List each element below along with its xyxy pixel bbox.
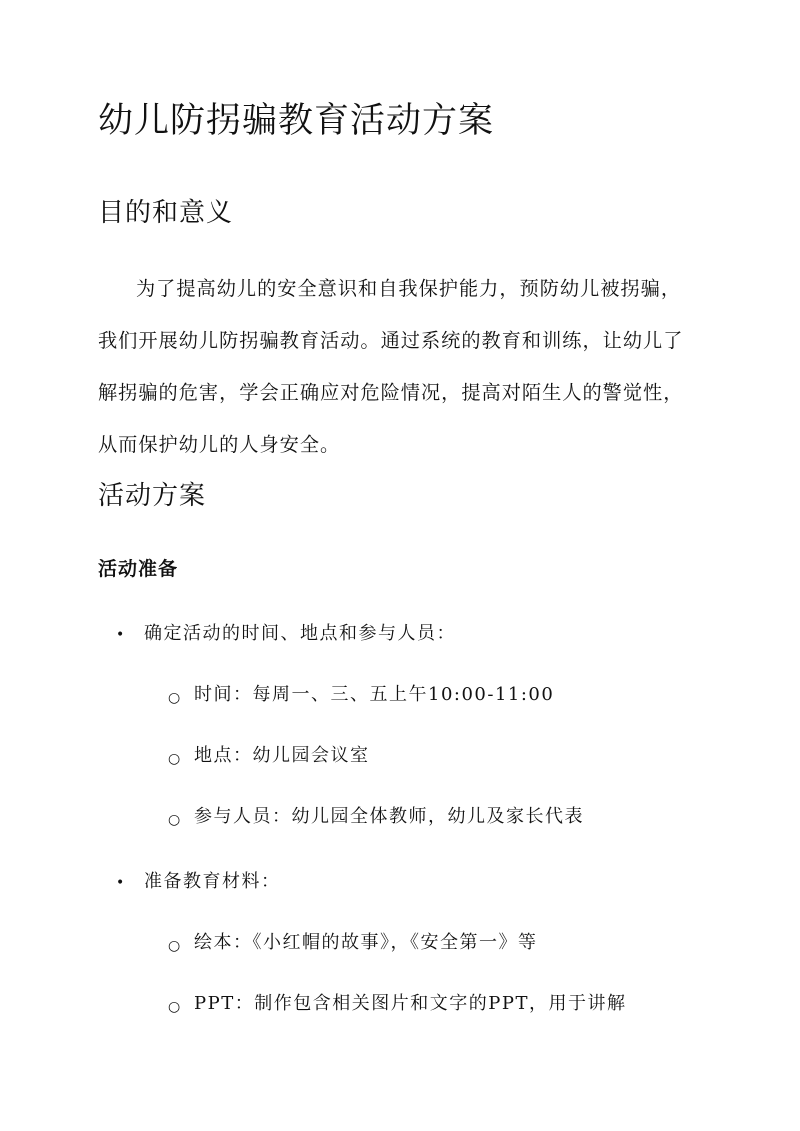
sub-list-item (168, 929, 538, 960)
purpose-paragraph (98, 263, 698, 471)
sub-bullet-marker: ○ (168, 690, 182, 706)
sub-bullet-marker: ○ (168, 751, 182, 767)
list-item-text: 准备教育材料： (144, 871, 281, 892)
list-item (116, 868, 281, 897)
sub-list-item (168, 990, 626, 1021)
sub-bullet-marker: ○ (168, 812, 182, 828)
sub-list-item (168, 681, 554, 712)
sub-list-item-text: 绘本：《小红帽的故事》，《安全第一》等 (194, 932, 538, 953)
sub-list-item-text: 地点：幼儿园会议室 (194, 745, 370, 766)
section-heading-plan: 活动方案 (98, 481, 207, 511)
sub-list-item-text: 参与人员：幼儿园全体教师，幼儿及家长代表 (194, 806, 584, 827)
list-item-text: 确定活动的时间、地点和参与人员： (144, 623, 456, 644)
paragraph-line: 解拐骗的危害，学会正确应对危险情况，提高对陌生人的警觉性， (98, 381, 684, 404)
section-heading-purpose: 目的和意义 (98, 198, 234, 228)
document-title: 幼儿防拐骗教育活动方案 (98, 101, 495, 141)
bullet-marker: • (116, 627, 126, 643)
subsection-heading-preparation: 活动准备 (98, 558, 179, 580)
paragraph-line: 从而保护幼儿的人身安全。 (98, 433, 341, 456)
bullet-marker: • (116, 875, 126, 891)
sub-list-item-text: PPT：制作包含相关图片和文字的PPT，用于讲解 (194, 993, 627, 1014)
paragraph-line: 为了提高幼儿的安全意识和自我保护能力，预防幼儿被拐骗， (136, 277, 682, 300)
sub-list-item (168, 742, 370, 773)
sub-list-item (168, 803, 584, 834)
paragraph-line: 我们开展幼儿防拐骗教育活动。通过系统的教育和训练，让幼儿了 (98, 329, 684, 352)
list-item (116, 620, 456, 649)
sub-list-item-text: 时间：每周一、三、五上午10:00-11:00 (194, 684, 555, 705)
sub-bullet-marker: ○ (168, 999, 182, 1015)
sub-bullet-marker: ○ (168, 938, 182, 954)
